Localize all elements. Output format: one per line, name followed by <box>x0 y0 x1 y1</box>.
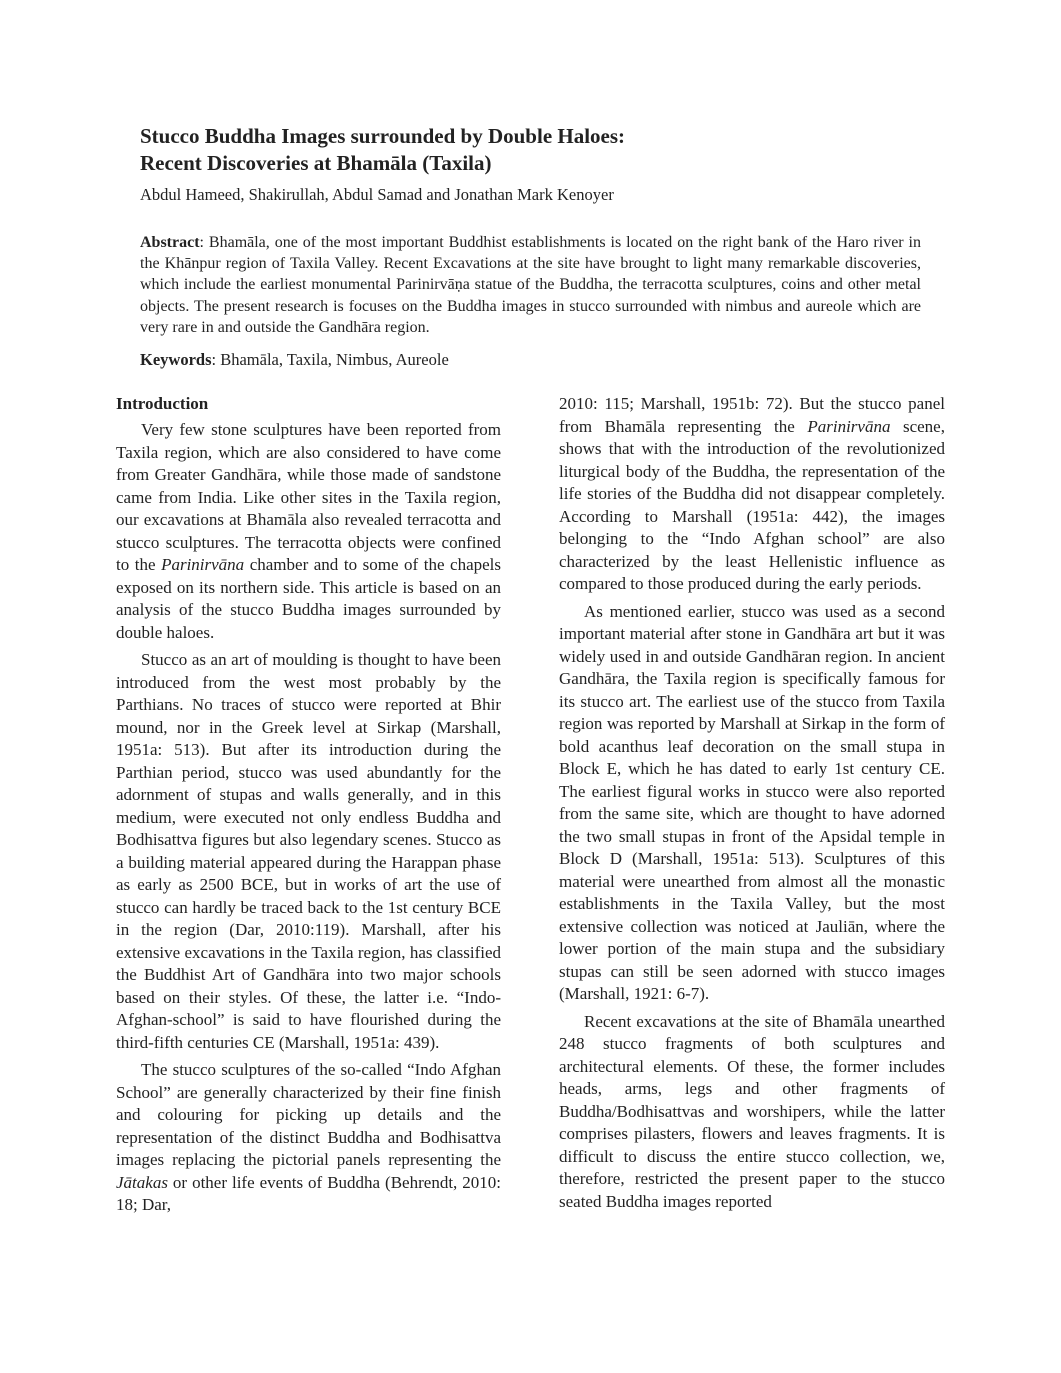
paragraph-1 <box>116 419 501 644</box>
abstract-label: Abstract <box>140 234 200 251</box>
paragraph-2: Stucco as an art of moulding is thought to have been introduced from the west most probably by the Parthians. No traces of stucco were reported at Bhir mound, nor in the Greek level at Sirkap (Marshall, 1951a: 513). But after its introduction during the Parthian period, stucco was used abundantly for the adornment of stupas and walls generally, and in this medium, were executed not only endless Buddha and Bodhisattva figures but also legendary scenes. Stucco as a building material appeared during the Harappan phase as early as 2500 BCE, but in works of art the use of stucco can hardly be traced back to the 1st century BCE in the region (Dar, 2010:119). Marshall, after his extensive excavations in the Taxila region, has classified the Buddhist Art of Gandhāra into two major schools based on their styles. Of these, the latter i.e. “Indo-Afghan-school” is said to have flourished during the third-fifth centuries CE (Marshall, 1951a: 439). <box>116 650 501 1052</box>
paragraph-3-cont-text-a: 2010: 115; Marshall, 1951b: 72). But the stucco panel from Bhamāla representing the <box>559 394 945 436</box>
paragraph-1-italic: Parinirvāna <box>161 555 245 574</box>
paragraph-3-italic: Jātakas <box>116 1172 168 1192</box>
keywords-label: Keywords <box>140 350 212 369</box>
left-column <box>116 393 501 1222</box>
section-heading-introduction: Introduction <box>116 394 209 413</box>
author-list: Abdul Hameed, Shakirullah, Abdul Samad and Jonathan Mark Kenoyer <box>140 185 614 204</box>
paragraph-1-text-b: chamber and to some of the chapels exposed on its northern side. This article is based on an analysis of the stucco Buddha images surrounded by double haloes. <box>116 555 501 642</box>
paragraph-3-continued <box>559 393 945 596</box>
paragraph-4: As mentioned earlier, stucco was used as a second important material after stone in Gandhāra art but it was widely used in and outside Gandhāran region. In ancient Gandhāra, the Taxila region is specifically famous for its stucco art. The earliest use of the stucco from Taxila region was reported by Marshall at Sirkap in the form of bold acanthus leaf decoration on the small stupa in Block E, which he has dated to early 1st century CE. The earliest figural works in stucco were also reported from the same site, which are thought to have adorned the two small stupas in front of the Apsidal temple in Block D (Marshall, 1951a: 513). Sculptures of this material were unearthed from almost all the monastic establishments in the Taxila Valley, but the most extensive collection was noticed at Jauliān, where the lower portion of the main stupa and the subsidiary stupas can still be seen adorned with stucco images (Marshall, 1921: 6-7). <box>559 601 945 1003</box>
keywords-text: : Bhamāla, Taxila, Nimbus, Aureole <box>211 350 449 369</box>
title-line-2: Recent Discoveries at Bhamāla (Taxila) <box>140 151 492 175</box>
right-column <box>559 393 945 1218</box>
paper-title <box>140 123 940 177</box>
paragraph-5: Recent excavations at the site of Bhamāla unearthed 248 stucco fragments of both sculptures and architectural elements. Of these, the former includes heads, arms, legs and other fragments of Buddha/Bodhisattvas and worshipers, while the latter comprises pilasters, flowers and leaves fragments. It is difficult to discuss the entire stucco collection, we, therefore, restricted the present paper to the stucco seated Buddha images reported <box>559 1011 945 1211</box>
keywords <box>140 350 449 370</box>
paragraph-3 <box>116 1059 501 1217</box>
paragraph-3-cont-text-b: scene, shows that with the introduction of the revolutionized liturgical body of the Buddha, the representation of the life stories of the Buddha did not disappear completely. According to Marshall (1951a: 442), the images belonging to the “Indo Afghan school” are also characterized by the least Hellenistic influence as compared to those produced during the early periods. <box>559 416 945 593</box>
paragraph-3-text-a: The stucco sculptures of the so-called “Indo Afghan School” are generally characterized by their fine finish and colouring for picking up details and the representation of the distinct Buddha and Bodhisattva images replacing the pictorial panels representing the <box>116 1060 501 1169</box>
paragraph-3-cont-italic: Parinirvāna <box>807 416 891 436</box>
paragraph-1-text-a: Very few stone sculptures have been reported from Taxila region, which are also considered to have come from Greater Gandhāra, while those made of sandstone came from India. Like other sites in the Taxila region, our excavations at Bhamāla also revealed terracotta and stucco sculptures. The terracotta objects were confined to the <box>116 420 501 574</box>
paragraph-3-text-b: or other life events of Buddha (Behrendt, 2010: 18; Dar, <box>116 1172 501 1214</box>
title-line-1: Stucco Buddha Images surrounded by Double Haloes: <box>140 124 626 148</box>
abstract <box>140 232 921 338</box>
abstract-text: : Bhamāla, one of the most important Buddhist establishments is located on the right bank of the Haro river in the Khānpur region of Taxila Valley. Recent Excavations at the site have brought to light many remarkable discoveries, which include the earliest monumental Parinirvāṇa statue of the Buddha, the terracotta sculptures, coins and other metal objects. The present research is focuses on the Buddha images in stucco surrounded with nimbus and aureole which are very rare in and outside the Gandhāra region. <box>140 234 921 336</box>
